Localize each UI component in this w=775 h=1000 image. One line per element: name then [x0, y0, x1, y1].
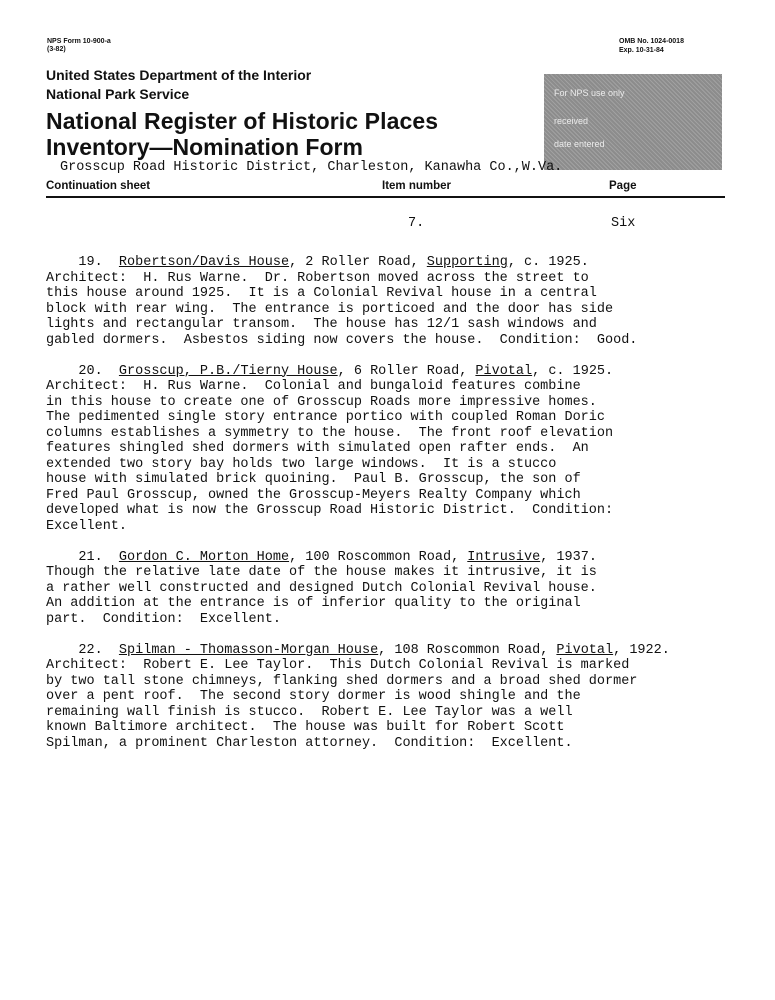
entry-line: Architect: H. Rus Warne. Dr. Robertson moved across the street to — [46, 270, 589, 286]
entry-heading — [46, 643, 670, 659]
entry-line: block with rear wing. The entrance is porticoed and the door has side — [46, 301, 614, 317]
omb-info — [619, 37, 684, 55]
property-date: , c. 1925. — [507, 255, 589, 270]
entry-line: over a pent roof. The second story dormer is wood shingle and the — [46, 689, 581, 704]
entry-line: columns establishes a symmetry to the house. The front roof elevation — [46, 425, 614, 441]
property-name: Robertson/Davis House — [118, 255, 290, 270]
entry-19 — [46, 255, 670, 348]
property-date: , c. 1925. — [532, 363, 614, 379]
property-address: , 2 Roller Road, — [289, 255, 427, 270]
entry-line: lights and rectangular transom. The house has 12/1 sash windows and — [46, 317, 597, 332]
service-name: National Park Service — [46, 86, 190, 102]
nps-use-box — [544, 74, 722, 170]
property-status: Pivotal — [475, 363, 533, 379]
entry-line: features shingled shed dormers with simulated open rafter ends. An — [46, 441, 589, 456]
entry-line: Architect: H. Rus Warne. Colonial and bungaloid features combine — [46, 379, 581, 394]
property-date: , 1937. — [540, 549, 597, 565]
district-name: Grosscup Road Historic District, Charleston, Kanawha Co.,W.Va. — [60, 160, 563, 175]
property-name: Gordon C. Morton Home — [118, 549, 290, 565]
received-label: received — [554, 116, 589, 126]
omb-number: OMB No. 1024-0018 — [619, 38, 684, 45]
property-status: Pivotal — [556, 642, 614, 658]
entry-line: gabled dormers. Asbestos siding now covers the house. Condition: Good. — [46, 332, 638, 348]
entry-line: Spilman, a prominent Charleston attorney. Condition: Excellent. — [46, 735, 573, 751]
item-number-value: 7. — [408, 216, 425, 231]
form-id-line: NPS Form 10-900-a — [47, 38, 111, 45]
property-name: Spilman - Thomasson-Morgan House — [118, 642, 379, 658]
date-entered-label: date entered — [554, 139, 605, 149]
entry-22 — [46, 643, 670, 752]
form-number — [47, 38, 111, 54]
property-address: , 100 Roscommon Road, — [289, 549, 468, 565]
entry-line: extended two story bay holds two large windows. It is a stucco — [46, 456, 557, 472]
entry-line: An addition at the entrance is of inferior quality to the original — [46, 596, 581, 611]
property-address: , 108 Roscommon Road, — [378, 642, 557, 658]
entry-number: 19. — [78, 255, 103, 270]
entry-number: 22. — [78, 642, 103, 658]
property-address: , 6 Roller Road, — [337, 363, 476, 379]
property-name: Grosscup, P.B./Tierny House — [118, 363, 338, 379]
property-status: Intrusive — [467, 549, 541, 565]
expiration-date: Exp. 10-31-84 — [619, 47, 664, 54]
property-date: , 1922. — [613, 642, 670, 658]
entry-line: Fred Paul Grosscup, owned the Grosscup-Meyers Realty Company which — [46, 487, 581, 503]
entry-heading — [46, 255, 670, 271]
form-title-line2: Inventory—Nomination Form — [46, 134, 363, 160]
entry-line: part. Condition: Excellent. — [46, 611, 281, 627]
entry-20 — [46, 364, 670, 535]
form-revision-line: (3-82) — [47, 46, 66, 53]
page-label: Page — [609, 180, 637, 192]
entry-line: Excellent. — [46, 518, 128, 534]
entry-line: Architect: Robert E. Lee Taylor. This Dutch Colonial Revival is marked — [46, 658, 630, 673]
entry-line: Though the relative late date of the house makes it intrusive, it is — [46, 565, 597, 580]
continuation-sheet-label: Continuation sheet — [46, 180, 151, 192]
entry-line: by two tall stone chimneys, flanking shed dormers and a broad shed dormer — [46, 673, 638, 689]
nps-use-label: For NPS use only — [554, 88, 625, 98]
department-name: United States Department of the Interior — [46, 67, 312, 83]
entry-line: this house around 1925. It is a Colonial Revival house in a central — [46, 286, 597, 301]
entry-21 — [46, 550, 670, 628]
entry-line: in this house to create one of Grosscup Roads more impressive homes. — [46, 394, 597, 410]
entry-line: developed what is now the Grosscup Road Historic District. Condition: — [46, 503, 614, 518]
nomination-entries — [46, 255, 670, 751]
header-rule — [46, 196, 725, 198]
entry-number: 20. — [78, 363, 103, 379]
page-number-value: Six — [611, 216, 636, 231]
entry-line: The pedimented single story entrance portico with coupled Roman Doric — [46, 410, 605, 425]
item-number-label: Item number — [382, 180, 452, 192]
entry-line: remaining wall finish is stucco. Robert E. Lee Taylor was a well — [46, 704, 573, 720]
entry-line: known Baltimore architect. The house was built for Robert Scott — [46, 720, 565, 735]
entry-heading — [46, 364, 670, 380]
entry-line: house with simulated brick quoining. Paul B. Grosscup, the son of — [46, 472, 581, 487]
entry-line: a rather well constructed and designed Dutch Colonial Revival house. — [46, 580, 597, 596]
form-title-line1: National Register of Historic Places — [46, 108, 439, 134]
entry-heading — [46, 550, 670, 566]
property-status: Supporting — [426, 255, 508, 270]
entry-number: 21. — [78, 549, 103, 565]
